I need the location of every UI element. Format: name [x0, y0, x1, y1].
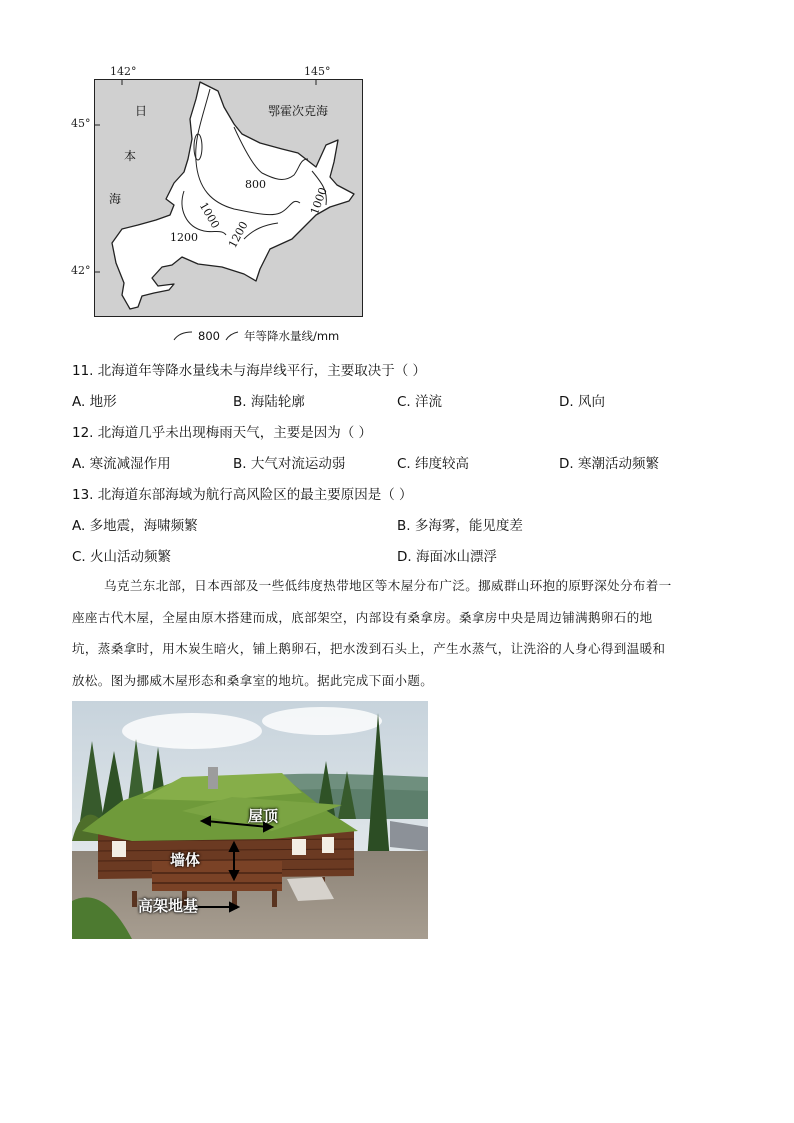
lat-label-45: 45°	[71, 117, 91, 130]
lat-label-42: 42°	[71, 264, 91, 277]
legend-text: 年等降水量线/mm	[243, 329, 340, 343]
isoline-label-1200-west: 1200	[170, 231, 198, 244]
legend-line-icon	[172, 330, 194, 342]
isoline-label-1000-east: 1000	[308, 185, 330, 217]
q12-option-a[interactable]: A. 寒流减湿作用	[72, 456, 171, 472]
q11-option-c[interactable]: C. 洋流	[397, 394, 443, 410]
lon-label-145: 145°	[304, 65, 331, 78]
passage-line-4: 放松。图为挪威木屋形态和桑拿室的地坑。据此完成下面小题。	[72, 672, 434, 688]
passage-line-1: 乌克兰东北部，日本西部及一些低纬度热带地区等木屋分布广泛。挪威群山环抱的原野深处分布着一	[104, 578, 672, 593]
cabin-photo	[72, 701, 428, 939]
q11-option-d[interactable]: D. 风向	[559, 394, 605, 410]
question-11: 11. 北海道年等降水量线未与海岸线平行，主要取决于（ ）	[72, 363, 427, 379]
legend-line-icon-2	[224, 330, 240, 342]
q12-option-c[interactable]: C. 纬度较高	[397, 456, 470, 472]
q13-option-b[interactable]: B. 多海雾，能见度差	[397, 518, 523, 534]
isoline-label-1200-south: 1200	[226, 219, 251, 251]
map-legend	[172, 328, 339, 344]
passage-line-3: 坑，蒸桑拿时，用木炭生暗火，铺上鹅卵石，把水泼到石头上，产生水蒸气，让洗浴的人身心得到温暖和	[72, 641, 666, 656]
roof-label: 屋顶	[248, 807, 279, 825]
q13-option-a[interactable]: A. 多地震，海啸频繁	[72, 518, 198, 534]
q13-option-d[interactable]: D. 海面冰山漂浮	[397, 549, 497, 565]
q13-option-c[interactable]: C. 火山活动频繁	[72, 549, 172, 565]
passage	[72, 570, 732, 696]
q12-option-d[interactable]: D. 寒潮活动频繁	[559, 456, 659, 472]
q11-option-b[interactable]: B. 海陆轮廓	[233, 394, 305, 410]
question-12: 12. 北海道几乎未出现梅雨天气，主要是因为（ ）	[72, 425, 373, 441]
sea-japan-char-2: 本	[124, 149, 137, 163]
wall-label: 墙体	[170, 851, 201, 869]
foundation-label: 高架地基	[138, 897, 199, 915]
question-13: 13. 北海道东部海域为航行高风险区的最主要原因是（ ）	[72, 487, 413, 503]
lon-label-142: 142°	[110, 65, 137, 78]
q12-option-b[interactable]: B. 大气对流运动弱	[233, 456, 346, 472]
sea-japan-char-3: 海	[109, 192, 122, 206]
hokkaido-map	[60, 60, 380, 350]
isoline-label-1000-west: 1000	[196, 200, 222, 231]
passage-line-2: 座座古代木屋，全屋由原木搭建而成，底部架空，内部设有桑拿房。桑拿房中央是周边铺满鹅卵石的地	[72, 609, 653, 625]
legend-value: 800	[198, 329, 220, 343]
q11-option-a[interactable]: A. 地形	[72, 394, 117, 410]
sea-japan-char-1: 日	[135, 104, 148, 118]
isoline-label-800: 800	[245, 178, 266, 191]
sea-okhotsk-label: 鄂霍次克海	[268, 104, 329, 118]
